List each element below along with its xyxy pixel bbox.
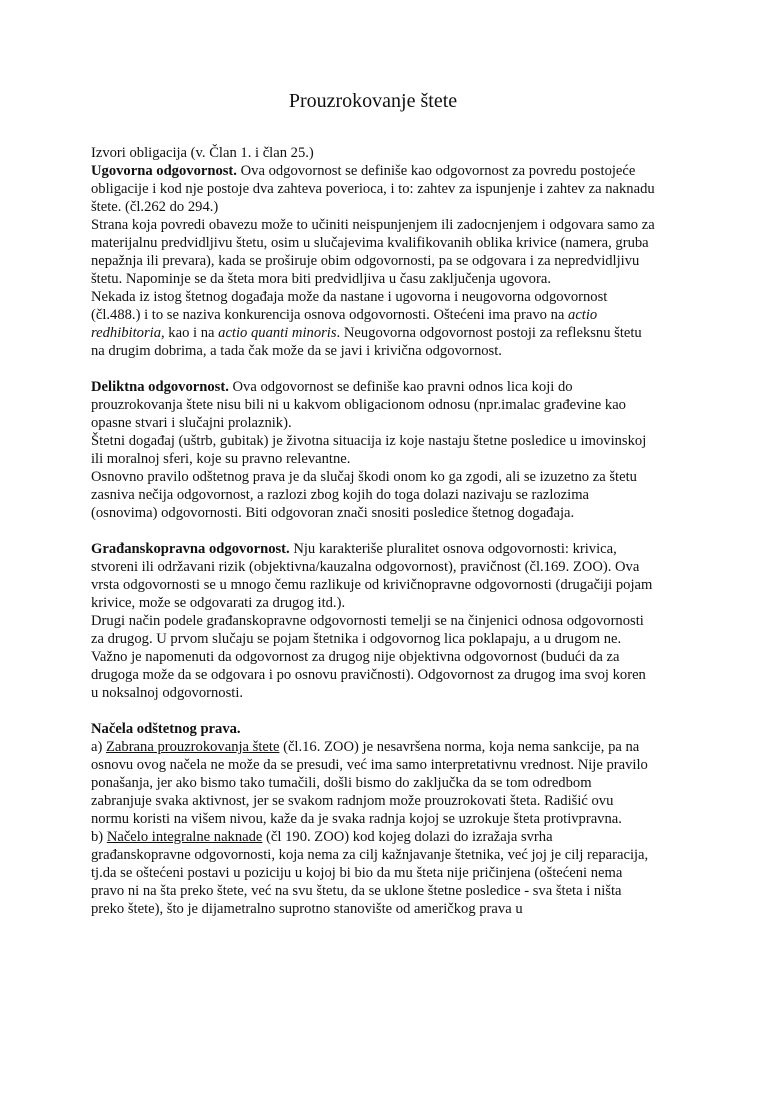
ugovorna-text-3a: Nekada iz istog štetnog događaja može da nastane i ugovorna i neugovorna odgovornost (čl.488.) i to se naziva konkurencija osnova odgovornosti. Oštećeni ima pravo na [91,289,608,323]
deliktna-heading: Deliktna odgovornost. [91,379,229,395]
ugovorna-paragraph-2: Strana koja povredi obavezu može to učiniti neispunjenjem ili zadocnjenjem i odgovara samo za materijalnu predvidljivu štetu, osim u slučajevima kvalifikovanih oblika krivice (namera, gruba nepažnja ili prevara), kada se proširuje obim odgovornosti, pa se odgovara i za nepredvidljivu štetu. Napominje se da šteta mora biti predvidljiva u času zaključenja ugovora. [91,217,655,287]
ugovorna-paragraph-3 [91,288,655,360]
paragraph-gap [91,360,655,378]
paragraph-gap [91,702,655,720]
paragraph-gap [91,522,655,540]
ugovorna-paragraph-1 [91,162,655,216]
gradjanska-heading: Građanskopravna odgovornost. [91,541,290,557]
ugovorna-text-3b: , kao i na [161,325,219,341]
gradjanska-paragraph-1 [91,540,655,612]
document-page [0,88,768,1112]
ugovorna-text-1: Ova odgovornost se definiše kao odgovornost za povredu postojeće obligacije i kod nje postoje dva zahteva poverioca, i to: zahtev za ispunjenje i zahtev za naknadu štete. (čl.262 do 294.) [91,163,655,215]
gradjanska-text-1: Nju karakteriše pluralitet osnova odgovornosti: krivica, stvoreni ili održavani rizik (objektivna/kauzalna odgovornost), pravičnost (čl.169. ZOO). Ova vrsta odgovornosti se u mnogo čemu razlikuje od krivičnopravne odgovornosti (drugačiji pojam krivice, može se odgovarati za drugog itd.). [91,541,653,611]
page-title: Prouzrokovanje štete [288,90,458,112]
item-b-text: (čl 190. ZOO) kod kojeg dolazi do izražaja svrha građanskopravne odgovornosti, koja nema za cilj kažnjavanje štetnika, već joj je cilj reparacija, tj.da se oštećeni postavi u poziciju u kojoj bi bio da mu šteta nije pričinjena (oštećeni nema pravo ni na šta preko štete, već na svu štetu, da se uklone štetne posledice - sva šteta i ništa preko štete), što je dijametralno suprotno stanovište od američkog prava u [91,829,649,917]
gradjanska-paragraph-2: Drugi način podele građanskopravne odgovornosti temelji se na činjenici odnosa odgovornosti za drugog. U prvom slučaju se pojam štetnika i odgovornog lica poklapaju, a u drugom ne. Važno je napomenuti da odgovornost za drugog nije objektivna odgovornost (budući da za drugoga može da se odgovara i po osnovu pravičnosti). Odgovornost za drugog ima svoj koren u noksalnoj odgovornosti. [91,613,646,701]
zabrana-term: Zabrana prouzrokovanja štete [106,739,280,755]
item-b-prefix: b) [91,829,107,845]
sources-line: Izvori obligacija (v. Član 1. i član 25.) [91,145,314,161]
deliktna-paragraph-3: Osnovno pravilo odštetnog prava je da slučaj škodi onom ko ga zgodi, ali se izuzetno za štetu zasniva nečija odgovornost, a razlozi zbog kojih do toga dolazi nazivaju se razlozima (osnovima) odgovornosti. Biti odgovoran znači snositi posledice štetnog događaja. [91,469,637,521]
ugovorna-heading: Ugovorna odgovornost. [91,163,237,179]
nacela-heading: Načela odštetnog prava. [91,721,241,737]
integralna-naknada-term: Načelo integralne naknade [106,829,263,845]
actio-quanti-minoris-term: actio quanti minoris [218,325,337,341]
nacela-item-b [91,828,655,918]
actio-redhibitoria-term: actio redhibitoria [91,307,598,341]
nacela-item-a [91,738,655,828]
deliktna-text-1: Ova odgovornost se definiše kao pravni odnos lica koji do prouzrokovanja štete nisu bili ni u kakvom obligacionom odnosu (npr.imalac građevine kao opasne stvari i slučajni prolaznik). [91,379,626,431]
item-a-prefix: a) [91,739,106,755]
deliktna-paragraph-1 [91,378,655,432]
item-a-text: (čl.16. ZOO) je nesavršena norma, koja nema sankcije, pa na osnovu ovog načela ne može da se presudi, već ima samo interpretativnu vrednost. Nije pravilo ponašanja, jer ako bismo tako tumačili, došli bismo do zaključka da se tom odredbom zabranjuje svaka aktivnost, jer se svakom radnjom može prouzrokovati šteta. Radišić ovu normu koristi na višem nivou, kaže da je svaka radnja kojoj se uzrokuje šteta protivpravna. [91,739,648,827]
nacela-heading-line [91,720,655,738]
document-body [91,144,655,918]
deliktna-paragraph-2: Štetni događaj (uštrb, gubitak) je životna situacija iz koje nastaju štetne posledice u imovinskoj ili moralnoj sferi, koje su pravno relevantne. [91,433,647,467]
ugovorna-text-3c: . Neugovorna odgovornost postoji za refleksnu štetu na drugim dobrima, a tada čak može da se javi i krivična odgovornost. [91,325,642,359]
